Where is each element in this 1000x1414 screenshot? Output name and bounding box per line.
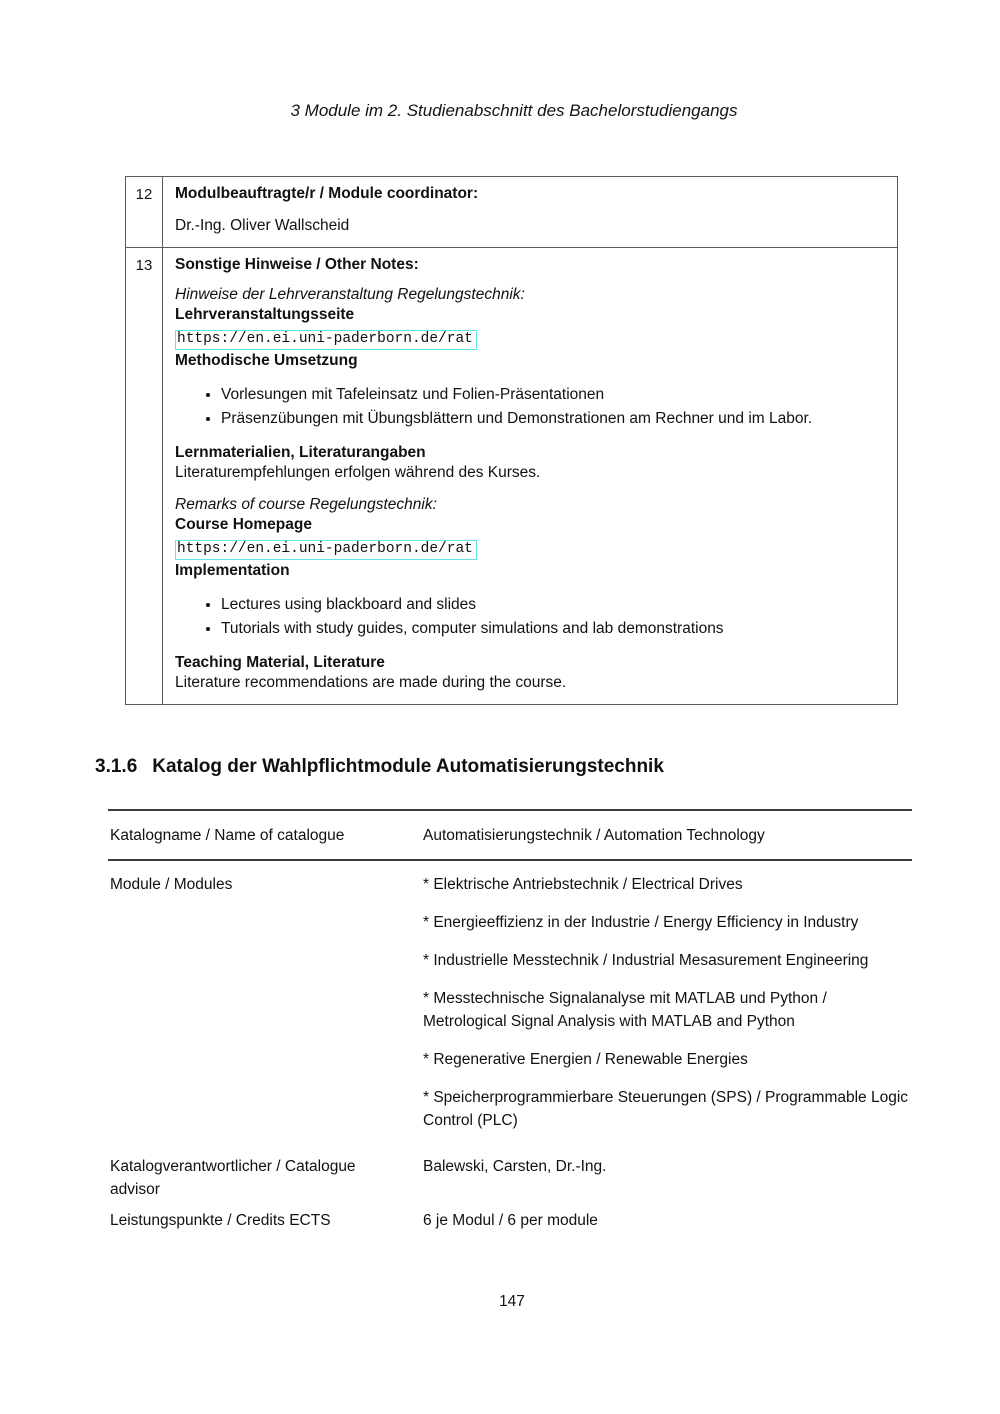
module-item: * Speicherprogrammierbare Steuerungen (SPS) / Programmable Logic Control (PLC) [423, 1089, 909, 1129]
module-item: * Industrielle Messtechnik / Industrial Mesasurement Engineering [423, 952, 869, 969]
row-number: 13 [126, 248, 163, 704]
method-label-de: Methodische Umsetzung [175, 352, 358, 369]
module-coordinator-name: Dr.-Ing. Oliver Wallscheid [175, 217, 350, 234]
table-row-13 [126, 247, 897, 704]
row-title: Modulbeauftragte/r / Module coordinator: [175, 185, 479, 202]
module-item: * Energieeffizienz in der Industrie / Energy Efficiency in Industry [423, 914, 859, 931]
page-number: 147 [499, 1293, 525, 1310]
course-url-link-de[interactable]: https://en.ei.uni-paderborn.de/rat [175, 330, 477, 350]
section-heading [95, 755, 1000, 778]
advisor-label: Katalogverantwortlicher / Catalogue advisor [110, 1158, 356, 1198]
credits-value: 6 je Modul / 6 per module [423, 1212, 598, 1229]
row-title: Sonstige Hinweise / Other Notes: [175, 256, 419, 273]
catalog-row-credits [108, 1205, 912, 1236]
section-title: Katalog der Wahlpflichtmodule Automatisierungstechnik [152, 756, 664, 777]
catalog-table [108, 809, 912, 1236]
list-item: • Vorlesungen mit Tafeleinsatz und Folien-Präsentationen [221, 385, 883, 405]
course-url-line-en [175, 537, 883, 560]
credits-label: Leistungspunkte / Credits ECTS [110, 1212, 331, 1229]
materials-text-de: Literaturempfehlungen erfolgen während des Kurses. [175, 464, 541, 481]
running-head: 3 Module im 2. Studienabschnitt des Bachelorstudiengangs [290, 101, 738, 120]
row-13-content [163, 248, 897, 704]
list-item: • Präsenzübungen mit Übungsblättern und Demonstrationen am Rechner und im Labor. [221, 409, 883, 429]
catalog-row-advisor [108, 1151, 912, 1205]
table-row-12 [126, 177, 897, 247]
module-item: * Messtechnische Signalanalyse mit MATLAB und Python / Metrological Signal Analysis with MATLAB and Python [423, 990, 827, 1030]
list-item: • Lectures using blackboard and slides [221, 595, 883, 615]
english-course-intro: Remarks of course Regelungstechnik: [175, 496, 437, 513]
modules-list [423, 865, 912, 1147]
method-label-en: Implementation [175, 562, 290, 579]
row-number: 12 [126, 177, 163, 247]
catalog-row-modules [108, 861, 912, 1151]
course-url-line-de [175, 327, 883, 350]
module-item: * Elektrische Antriebstechnik / Electrical Drives [423, 876, 743, 893]
module-table [125, 176, 898, 705]
modules-label: Module / Modules [110, 876, 233, 893]
course-page-label-en: Course Homepage [175, 516, 312, 533]
german-course-intro: Hinweise der Lehrveranstaltung Regelungstechnik: [175, 286, 525, 303]
catalog-header-row [108, 811, 912, 859]
advisor-value: Balewski, Carsten, Dr.-Ing. [423, 1158, 607, 1175]
module-item: * Regenerative Energien / Renewable Energies [423, 1051, 748, 1068]
course-url-link-en[interactable]: https://en.ei.uni-paderborn.de/rat [175, 540, 477, 560]
list-item: • Tutorials with study guides, computer simulations and lab demonstrations [221, 619, 883, 639]
section-number: 3.1.6 [95, 756, 138, 777]
catalog-name-label: Katalogname / Name of catalogue [110, 827, 345, 844]
materials-text-en: Literature recommendations are made during the course. [175, 674, 567, 691]
row-12-content [163, 177, 897, 247]
materials-label-en: Teaching Material, Literature [175, 654, 385, 671]
materials-label-de: Lernmaterialien, Literaturangaben [175, 444, 426, 461]
method-bullet-list-en [175, 595, 883, 639]
method-bullet-list-de [175, 385, 883, 429]
catalog-name-value: Automatisierungstechnik / Automation Technology [423, 827, 765, 844]
course-page-label-de: Lehrveranstaltungsseite [175, 306, 355, 323]
